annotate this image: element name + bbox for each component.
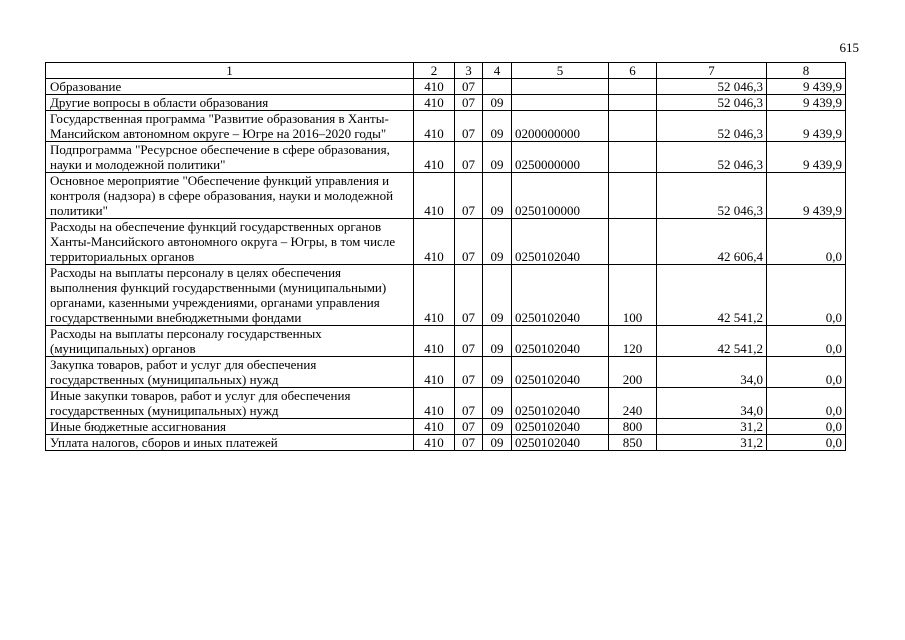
cell-target-article: 0250102040	[512, 219, 609, 265]
header-row	[46, 63, 846, 79]
cell-ministry: 410	[414, 388, 455, 419]
table-row	[46, 142, 846, 173]
table-row	[46, 173, 846, 219]
cell-expense-type: 800	[609, 419, 657, 435]
row-name: Подпрограмма "Ресурсное обеспечение в сфере образования, науки и молодежной политики"	[46, 142, 414, 173]
cell-section: 07	[455, 265, 483, 326]
cell-expense-type: 100	[609, 265, 657, 326]
cell-expense-type	[609, 142, 657, 173]
cell-target-article: 0250000000	[512, 142, 609, 173]
column-header: 2	[414, 63, 455, 79]
cell-subsection: 09	[483, 142, 512, 173]
row-name: Основное мероприятие "Обеспечение функций управления и контроля (надзора) в сфере образования, науки и молодежной политики"	[46, 173, 414, 219]
row-name: Государственная программа "Развитие образования в Ханты-Мансийском автономном округе – Югре на 2016–2020 годы"	[46, 111, 414, 142]
cell-ministry: 410	[414, 357, 455, 388]
cell-target-article: 0250100000	[512, 173, 609, 219]
cell-amount-1: 52 046,3	[657, 79, 767, 95]
row-name: Уплата налогов, сборов и иных платежей	[46, 435, 414, 451]
table-row	[46, 79, 846, 95]
table-row	[46, 111, 846, 142]
table-row	[46, 435, 846, 451]
table-row	[46, 326, 846, 357]
cell-amount-2: 9 439,9	[767, 95, 846, 111]
cell-amount-1: 42 606,4	[657, 219, 767, 265]
cell-target-article: 0250102040	[512, 388, 609, 419]
cell-ministry: 410	[414, 79, 455, 95]
cell-subsection: 09	[483, 111, 512, 142]
column-header: 5	[512, 63, 609, 79]
cell-amount-1: 31,2	[657, 435, 767, 451]
row-name: Расходы на выплаты персоналу в целях обеспечения выполнения функций государственными (муниципальными) органами, казенными учреждениями, органами управления государственными внебюджетными фондами	[46, 265, 414, 326]
cell-amount-2: 0,0	[767, 357, 846, 388]
cell-section: 07	[455, 219, 483, 265]
cell-target-article: 0200000000	[512, 111, 609, 142]
cell-amount-1: 31,2	[657, 419, 767, 435]
cell-amount-1: 34,0	[657, 388, 767, 419]
cell-amount-2: 0,0	[767, 388, 846, 419]
table-row	[46, 219, 846, 265]
column-header: 7	[657, 63, 767, 79]
table-row	[46, 357, 846, 388]
cell-expense-type: 200	[609, 357, 657, 388]
page-number: 615	[839, 40, 859, 55]
row-name: Образование	[46, 79, 414, 95]
cell-section: 07	[455, 326, 483, 357]
cell-subsection: 09	[483, 357, 512, 388]
cell-target-article: 0250102040	[512, 435, 609, 451]
row-name: Другие вопросы в области образования	[46, 95, 414, 111]
cell-amount-1: 52 046,3	[657, 95, 767, 111]
cell-section: 07	[455, 79, 483, 95]
cell-expense-type: 850	[609, 435, 657, 451]
cell-subsection: 09	[483, 219, 512, 265]
cell-ministry: 410	[414, 435, 455, 451]
cell-amount-1: 52 046,3	[657, 142, 767, 173]
cell-section: 07	[455, 419, 483, 435]
table-row	[46, 419, 846, 435]
cell-ministry: 410	[414, 95, 455, 111]
cell-ministry: 410	[414, 219, 455, 265]
row-name: Расходы на обеспечение функций государственных органов Ханты-Мансийского автономного округа – Югры, в том числе территориальных органов	[46, 219, 414, 265]
cell-amount-2: 9 439,9	[767, 79, 846, 95]
column-header: 8	[767, 63, 846, 79]
cell-expense-type	[609, 111, 657, 142]
cell-subsection: 09	[483, 95, 512, 111]
budget-table	[45, 62, 846, 451]
cell-amount-1: 34,0	[657, 357, 767, 388]
cell-subsection: 09	[483, 388, 512, 419]
column-header: 4	[483, 63, 512, 79]
cell-target-article	[512, 95, 609, 111]
cell-subsection: 09	[483, 326, 512, 357]
row-name: Иные закупки товаров, работ и услуг для обеспечения государственных (муниципальных) нужд	[46, 388, 414, 419]
cell-amount-2: 9 439,9	[767, 111, 846, 142]
cell-ministry: 410	[414, 265, 455, 326]
cell-amount-2: 0,0	[767, 435, 846, 451]
row-name: Закупка товаров, работ и услуг для обеспечения государственных (муниципальных) нужд	[46, 357, 414, 388]
row-name: Иные бюджетные ассигнования	[46, 419, 414, 435]
cell-subsection: 09	[483, 419, 512, 435]
row-name: Расходы на выплаты персоналу государственных (муниципальных) органов	[46, 326, 414, 357]
cell-expense-type	[609, 79, 657, 95]
cell-ministry: 410	[414, 419, 455, 435]
cell-ministry: 410	[414, 173, 455, 219]
table-row	[46, 265, 846, 326]
cell-amount-2: 9 439,9	[767, 173, 846, 219]
cell-target-article: 0250102040	[512, 357, 609, 388]
cell-amount-2: 0,0	[767, 219, 846, 265]
column-header: 6	[609, 63, 657, 79]
column-header: 3	[455, 63, 483, 79]
cell-expense-type: 240	[609, 388, 657, 419]
cell-ministry: 410	[414, 326, 455, 357]
cell-section: 07	[455, 173, 483, 219]
cell-target-article	[512, 79, 609, 95]
cell-section: 07	[455, 142, 483, 173]
cell-target-article: 0250102040	[512, 419, 609, 435]
table-row	[46, 95, 846, 111]
cell-target-article: 0250102040	[512, 265, 609, 326]
cell-amount-1: 42 541,2	[657, 326, 767, 357]
cell-ministry: 410	[414, 142, 455, 173]
column-header: 1	[46, 63, 414, 79]
cell-section: 07	[455, 435, 483, 451]
cell-target-article: 0250102040	[512, 326, 609, 357]
cell-amount-1: 52 046,3	[657, 173, 767, 219]
cell-expense-type	[609, 219, 657, 265]
cell-amount-2: 9 439,9	[767, 142, 846, 173]
cell-expense-type	[609, 173, 657, 219]
cell-subsection: 09	[483, 265, 512, 326]
cell-section: 07	[455, 357, 483, 388]
cell-amount-2: 0,0	[767, 265, 846, 326]
cell-amount-1: 52 046,3	[657, 111, 767, 142]
cell-amount-2: 0,0	[767, 326, 846, 357]
cell-subsection: 09	[483, 173, 512, 219]
cell-section: 07	[455, 95, 483, 111]
table-row	[46, 388, 846, 419]
cell-section: 07	[455, 388, 483, 419]
cell-subsection: 09	[483, 435, 512, 451]
cell-ministry: 410	[414, 111, 455, 142]
cell-amount-2: 0,0	[767, 419, 846, 435]
cell-expense-type: 120	[609, 326, 657, 357]
cell-amount-1: 42 541,2	[657, 265, 767, 326]
cell-expense-type	[609, 95, 657, 111]
cell-section: 07	[455, 111, 483, 142]
cell-subsection	[483, 79, 512, 95]
